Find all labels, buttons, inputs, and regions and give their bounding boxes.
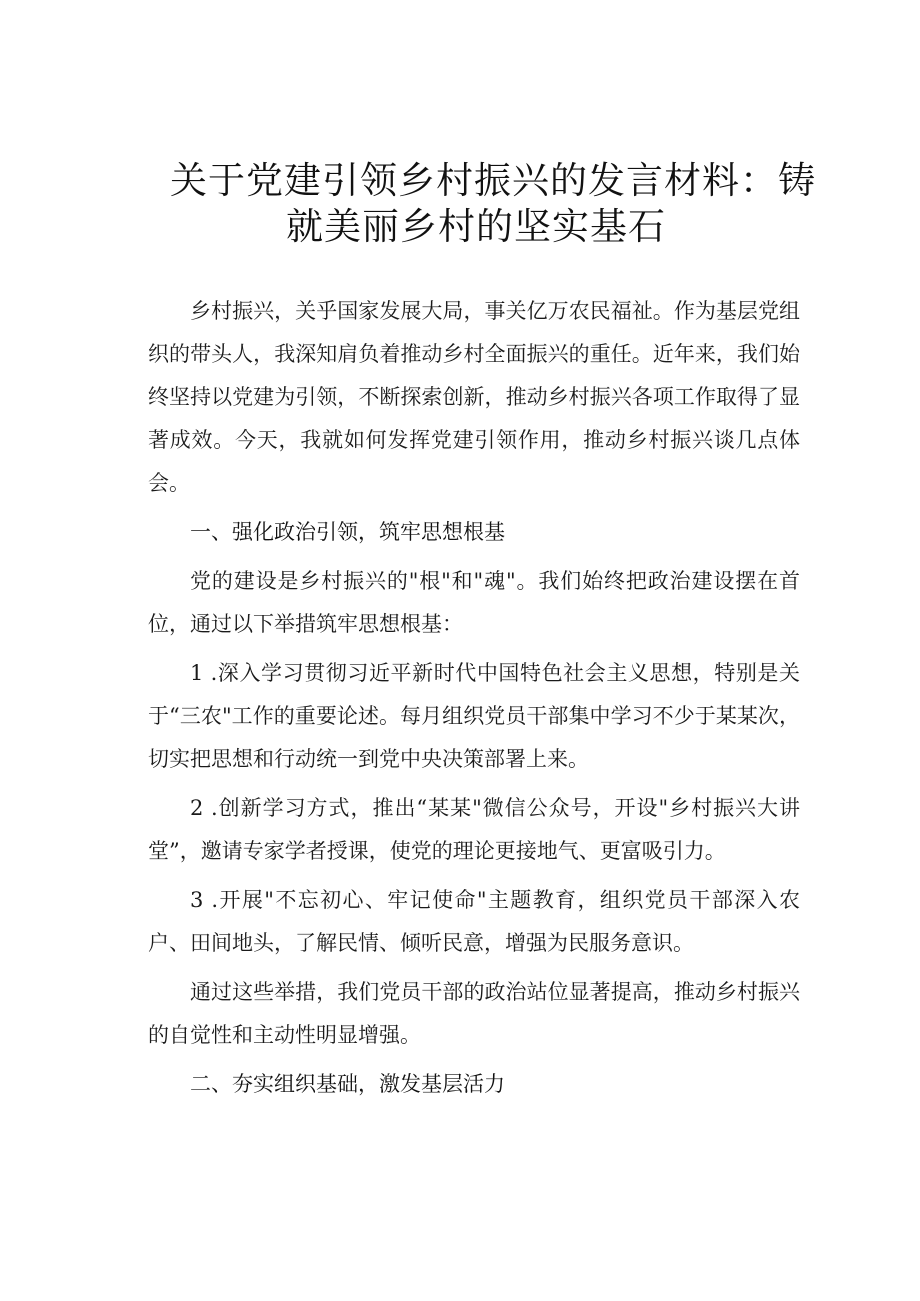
document-title xyxy=(150,158,816,250)
intro-paragraph: 乡村振兴，关乎国家发展大局，事关亿万农民福祉。作为基层党组织的带头人，我深知肩负着推动乡村全面振兴的重任。近年来，我们始终坚持以党建为引领，不断探索创新，推动乡村振兴各项工作取得了显著成效。今天，我就如何发挥党建引领作用，推动乡村振兴谈几点体会。 xyxy=(148,299,800,495)
section-1-heading: 一、强化政治引领，筑牢思想根基 xyxy=(190,520,505,544)
document-body xyxy=(148,290,800,1112)
list-item: 2 .创新学习方式，推出“某某"微信公众号，开设"乡村振兴大讲堂”，邀请专家学者授课，使党的理论更接地气、更富吸引力。 xyxy=(148,796,800,863)
list-item: 1 .深入学习贯彻习近平新时代中国特色社会主义思想，特别是关于“三农"工作的重要论述。每月组织党员干部集中学习不少于某某次，切实把思想和行动统一到党中央决策部署上来。 xyxy=(148,661,800,771)
document-title-line-1: 关于党建引领乡村振兴的发言材料：铸 xyxy=(170,159,816,202)
section-2-heading: 二、夯实组织基础，激发基层活力 xyxy=(190,1072,505,1096)
section-1-summary: 通过这些举措，我们党员干部的政治站位显著提高，推动乡村振兴的自觉性和主动性明显增强。 xyxy=(148,980,800,1047)
list-item: 3 .开展"不忘初心、牢记使命"主题教育，组织党员干部深入农户、田间地头，了解民情、倾听民意，增强为民服务意识。 xyxy=(148,888,800,955)
document-title-line-2: 就美丽乡村的坚实基石 xyxy=(286,205,666,248)
section-1-lead: 党的建设是乡村振兴的"根"和"魂"。我们始终把政治建设摆在首位，通过以下举措筑牢思想根基： xyxy=(148,569,800,636)
